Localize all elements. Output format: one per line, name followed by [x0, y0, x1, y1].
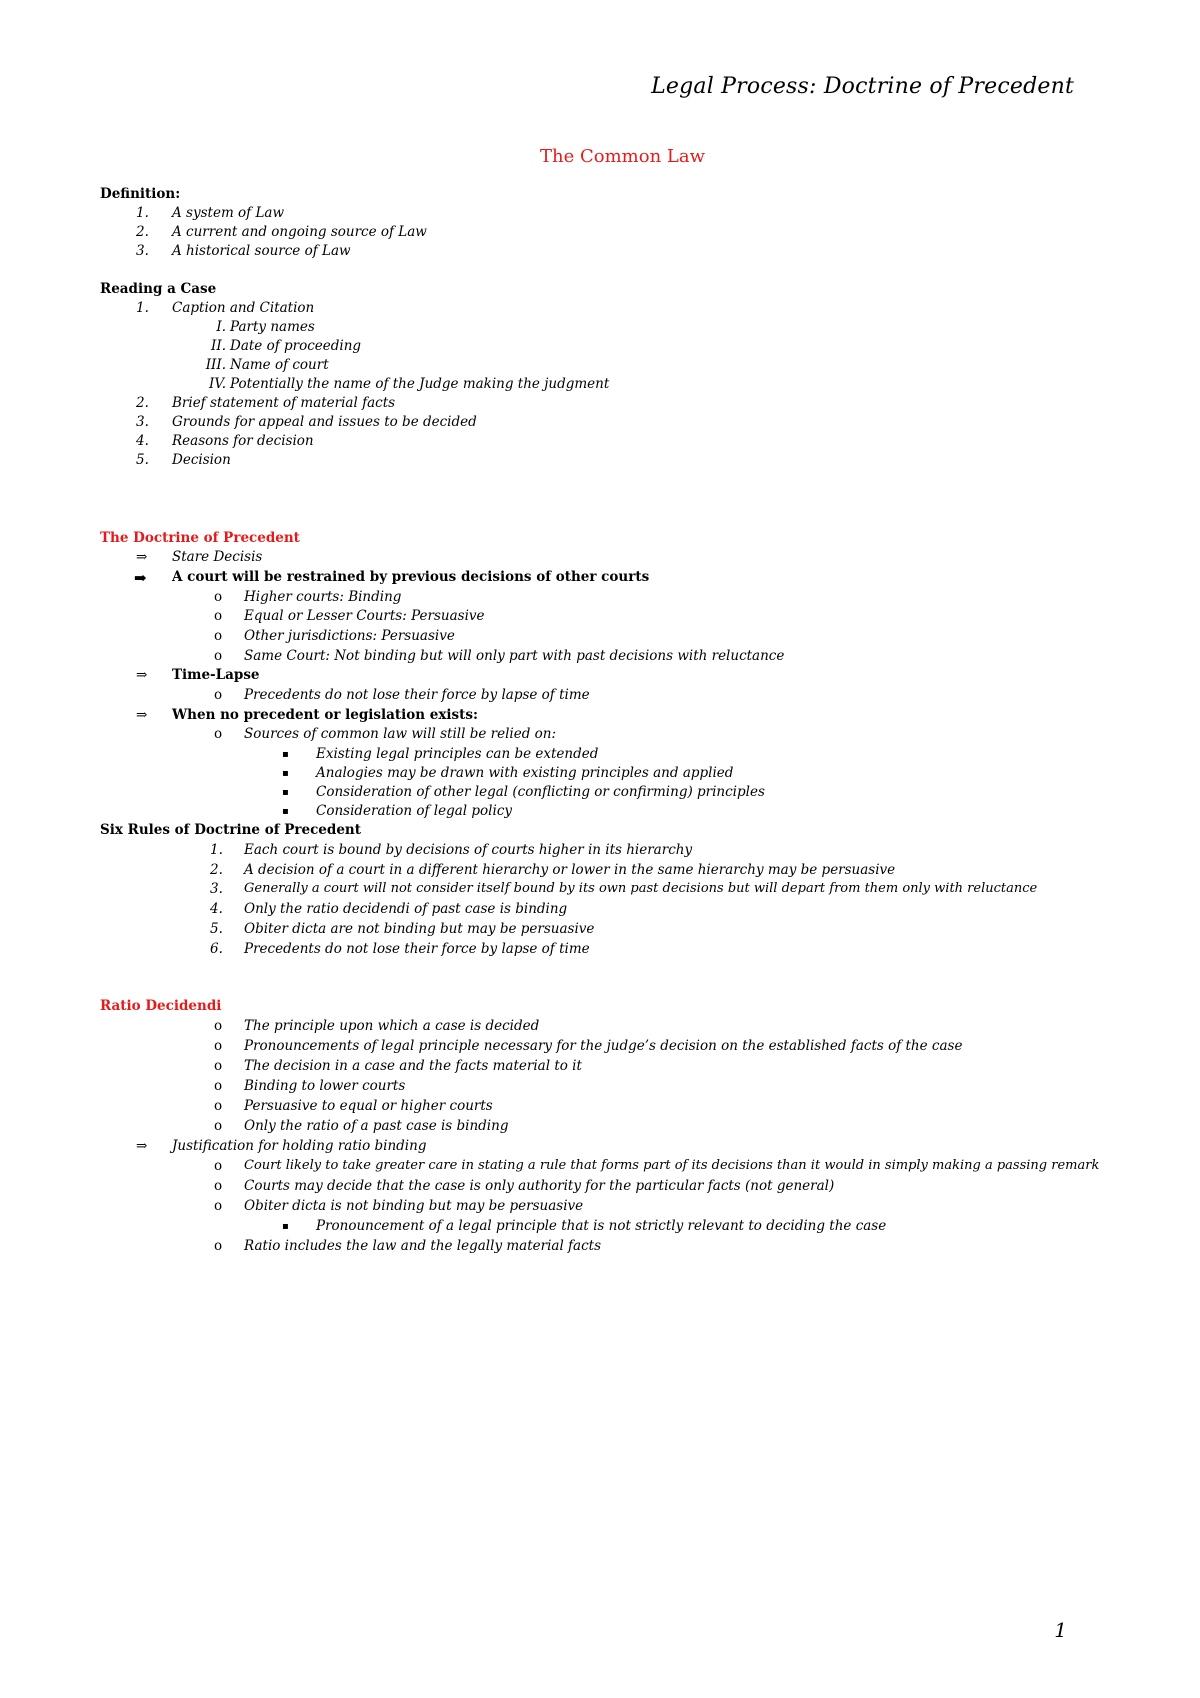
list-item: Equal or Lesser Courts: Persuasive: [244, 608, 485, 624]
list-item: The decision in a case and the facts material to it: [244, 1058, 582, 1074]
list-number: 2.: [210, 862, 223, 878]
list-number: 6.: [210, 941, 223, 957]
list-item: Date of proceeding: [230, 338, 362, 354]
list-item: Higher courts: Binding: [244, 589, 402, 605]
circle-bullet-icon: o: [214, 1058, 223, 1074]
circle-bullet-icon: o: [214, 628, 223, 644]
doctrine-heading: The Doctrine of Precedent: [100, 530, 300, 546]
list-number: 4.: [210, 901, 223, 917]
list-number: 5.: [136, 452, 149, 468]
list-item: Name of court: [230, 357, 329, 373]
square-bullet-icon: ▪: [282, 1221, 289, 1232]
ratio-heading: Ratio Decidendi: [100, 998, 222, 1014]
roman-number: II.: [211, 338, 226, 354]
list-item: Same Court: Not binding but will only part with past decisions with reluctance: [244, 648, 785, 664]
list-item: Only the ratio of a past case is binding: [244, 1118, 509, 1134]
list-item: Analogies may be drawn with existing principles and applied: [316, 765, 734, 781]
bold-arrow-icon: ➡: [134, 569, 147, 587]
list-item: Party names: [230, 319, 315, 335]
list-item: Brief statement of material facts: [172, 395, 396, 411]
list-item: A current and ongoing source of Law: [172, 224, 427, 240]
circle-bullet-icon: o: [214, 589, 223, 605]
list-item: Caption and Citation: [172, 300, 315, 316]
list-item: When no precedent or legislation exists:: [172, 707, 478, 723]
list-number: 1.: [210, 842, 223, 858]
list-number: 1.: [136, 300, 149, 316]
definition-heading: Definition:: [100, 186, 181, 202]
list-item: A court will be restrained by previous decisions of other courts: [172, 569, 650, 585]
page-title: The Common Law: [540, 146, 705, 167]
arrow-icon: ⇒: [136, 1138, 148, 1154]
list-number: 2.: [136, 224, 149, 240]
square-bullet-icon: ▪: [282, 806, 289, 817]
list-item: Each court is bound by decisions of courts higher in its hierarchy: [244, 842, 693, 858]
list-item: Stare Decisis: [172, 549, 263, 565]
arrow-icon: ⇒: [136, 549, 148, 565]
list-item: Other jurisdictions: Persuasive: [244, 628, 455, 644]
list-item: Pronouncement of a legal principle that is not strictly relevant to deciding the case: [316, 1218, 887, 1234]
list-item: Consideration of legal policy: [316, 803, 513, 819]
square-bullet-icon: ▪: [282, 787, 289, 798]
circle-bullet-icon: o: [214, 648, 223, 664]
roman-number: I.: [216, 319, 226, 335]
list-number: 1.: [136, 205, 149, 221]
list-item: Obiter dicta are not binding but may be persuasive: [244, 921, 595, 937]
list-item: A system of Law: [172, 205, 285, 221]
circle-bullet-icon: o: [214, 1018, 223, 1034]
list-item: Precedents do not lose their force by lapse of time: [244, 941, 590, 957]
list-item: Consideration of other legal (conflicting or confirming) principles: [316, 784, 765, 800]
circle-bullet-icon: o: [214, 687, 223, 703]
list-item: The principle upon which a case is decided: [244, 1018, 540, 1034]
list-item: A historical source of Law: [172, 243, 351, 259]
list-number: 3.: [136, 243, 149, 259]
list-item: Reasons for decision: [172, 433, 314, 449]
list-number: 3.: [136, 414, 149, 430]
arrow-icon: ⇒: [136, 667, 148, 683]
reading-heading: Reading a Case: [100, 281, 217, 297]
list-item: Time-Lapse: [172, 667, 260, 683]
list-item: Grounds for appeal and issues to be decided: [172, 414, 477, 430]
list-item: Only the ratio decidendi of past case is binding: [244, 901, 568, 917]
circle-bullet-icon: o: [214, 608, 223, 624]
list-item: Pronouncements of legal principle necessary for the judge’s decision on the established facts of the case: [244, 1038, 963, 1054]
circle-bullet-icon: o: [214, 1038, 223, 1054]
list-number: 3.: [210, 881, 223, 897]
arrow-icon: ⇒: [136, 707, 148, 723]
list-item: Persuasive to equal or higher courts: [244, 1098, 493, 1114]
circle-bullet-icon: o: [214, 1238, 223, 1254]
circle-bullet-icon: o: [214, 1118, 223, 1134]
list-item: Ratio includes the law and the legally material facts: [244, 1238, 602, 1254]
list-number: 2.: [136, 395, 149, 411]
list-item: Court likely to take greater care in stating a rule that forms part of its decisions than it would in simply making a passing remark: [244, 1158, 1100, 1173]
list-item: Precedents do not lose their force by lapse of time: [244, 687, 590, 703]
square-bullet-icon: ▪: [282, 749, 289, 760]
list-item: Binding to lower courts: [244, 1078, 406, 1094]
list-item: Decision: [172, 452, 231, 468]
roman-number: III.: [205, 357, 226, 373]
list-item: Courts may decide that the case is only authority for the particular facts (not general): [244, 1178, 835, 1194]
list-item: Generally a court will not consider itself bound by its own past decisions but will depart from them only with reluctance: [244, 881, 1038, 896]
circle-bullet-icon: o: [214, 1158, 223, 1174]
list-number: 4.: [136, 433, 149, 449]
square-bullet-icon: ▪: [282, 768, 289, 779]
page-number: 1: [1054, 1618, 1067, 1642]
list-number: 5.: [210, 921, 223, 937]
circle-bullet-icon: o: [214, 726, 223, 742]
list-item: Obiter dicta is not binding but may be persuasive: [244, 1198, 584, 1214]
list-item: Existing legal principles can be extended: [316, 746, 599, 762]
circle-bullet-icon: o: [214, 1178, 223, 1194]
roman-number: IV.: [208, 376, 226, 392]
circle-bullet-icon: o: [214, 1078, 223, 1094]
page-header: Legal Process: Doctrine of Precedent: [651, 74, 1074, 99]
list-item: A decision of a court in a different hierarchy or lower in the same hierarchy may be persuasive: [244, 862, 896, 878]
six-rules-heading: Six Rules of Doctrine of Precedent: [100, 822, 361, 838]
circle-bullet-icon: o: [214, 1198, 223, 1214]
circle-bullet-icon: o: [214, 1098, 223, 1114]
list-item: Sources of common law will still be relied on:: [244, 726, 557, 742]
list-item: Justification for holding ratio binding: [172, 1138, 427, 1154]
list-item: Potentially the name of the Judge making the judgment: [230, 376, 610, 392]
